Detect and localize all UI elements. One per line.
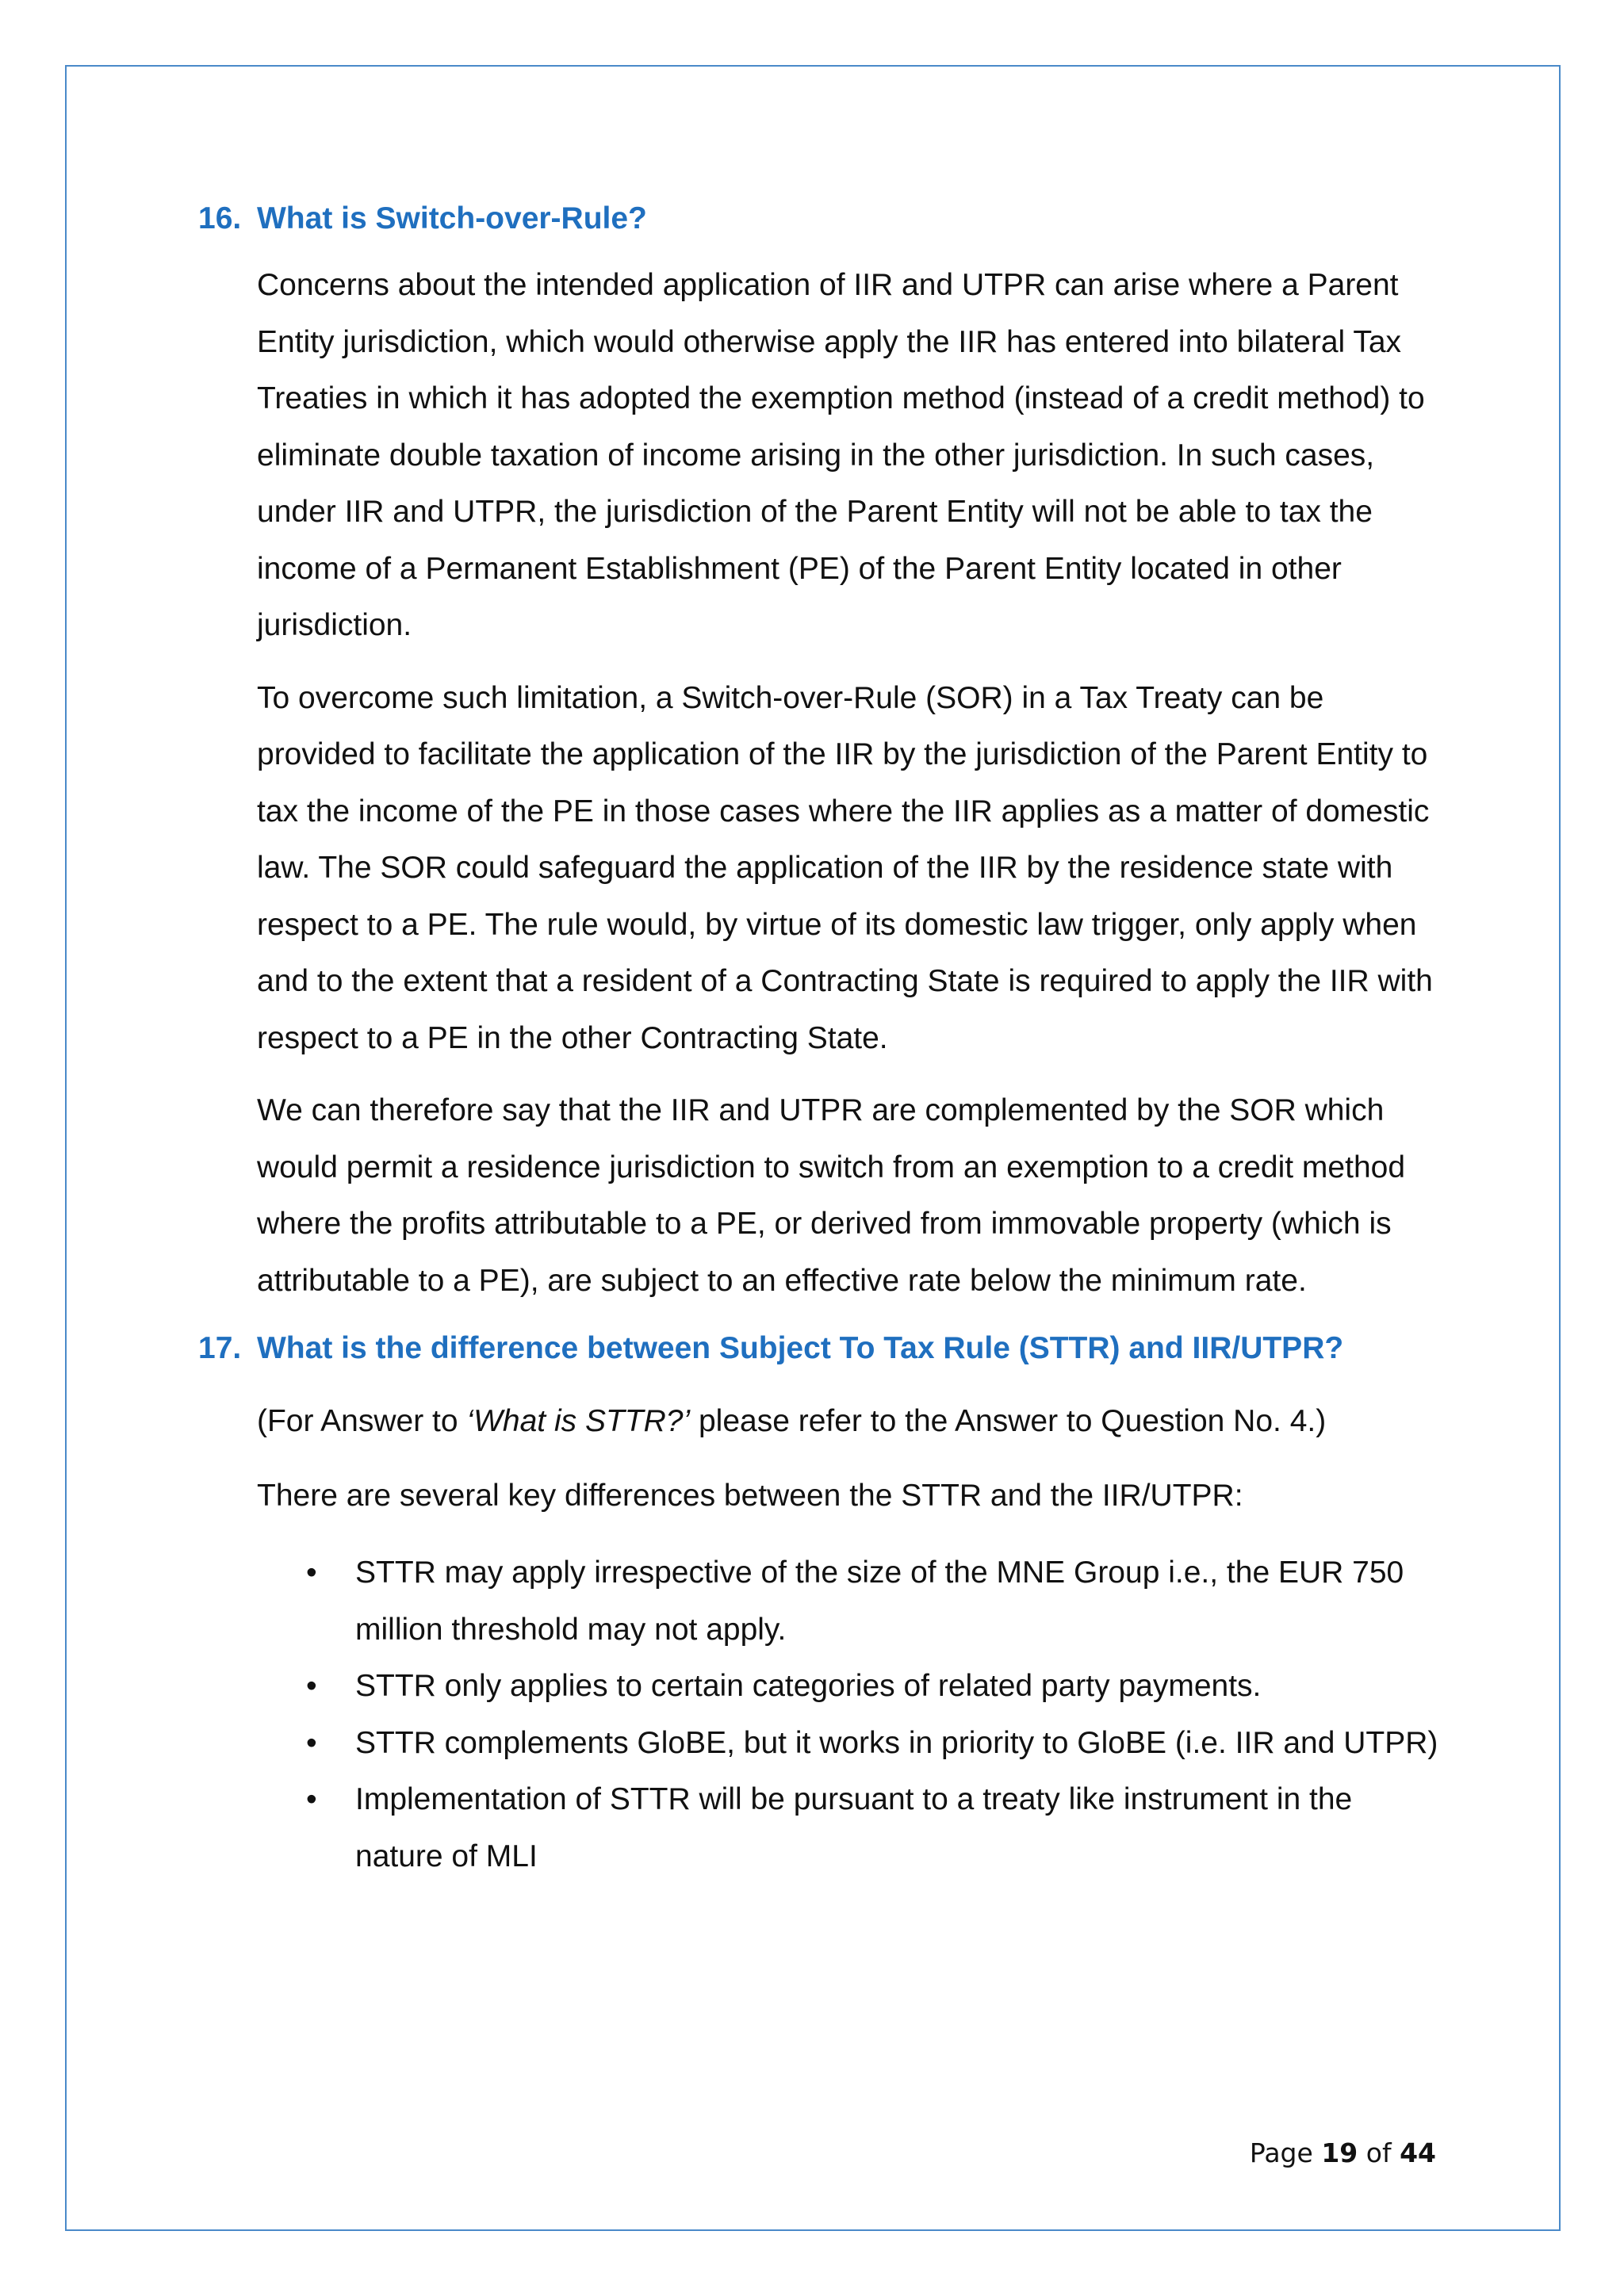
question-17-title: What is the difference between Subject To Tax Rule (STTR) and IIR/UTPR? bbox=[257, 1331, 1344, 1365]
answer-ref-suffix: please refer to the Answer to Question No. 4.) bbox=[690, 1404, 1327, 1438]
differences-list bbox=[198, 1544, 1443, 1885]
list-item bbox=[257, 1771, 1443, 1885]
question-16-paragraph-2: To overcome such limitation, a Switch-over-Rule (SOR) in a Tax Treaty can be provided to facilitate the application of the IIR by the jurisdiction of the Parent Entity to tax the income of the PE in those cases where the IIR applies as a matter of domestic law. The SOR could safeguard the application of the IIR by the residence state with respect to a PE. The rule would, by virtue of its domestic law trigger, only apply when and to the extent that a resident of a Contracting State is required to apply the IIR with respect to a PE in the other Contracting State. bbox=[257, 680, 1433, 1055]
list-item bbox=[257, 1658, 1443, 1715]
question-16-paragraph-1: Concerns about the intended application of IIR and UTPR can arise where a Parent Entity jurisdiction, which would otherwise apply the IIR has entered into bilateral Tax Treaties in which it has adopted the exemption method (instead of a credit method) to eliminate double taxation of income arising in the other jurisdiction. In such cases, under IIR and UTPR, the jurisdiction of the Parent Entity will not be able to tax the income of a Permanent Establishment (PE) of the Parent Entity located in other jurisdiction. bbox=[257, 268, 1425, 642]
current-page: 19 bbox=[1321, 2137, 1358, 2168]
page-content bbox=[198, 190, 1443, 1885]
bullet-icon: • bbox=[306, 1556, 317, 1590]
question-17-answer-reference bbox=[257, 1393, 1443, 1450]
bullet-icon: • bbox=[306, 1669, 317, 1703]
question-16-title: What is Switch-over-Rule? bbox=[257, 201, 647, 235]
question-17-heading bbox=[198, 1320, 1443, 1377]
bullet-icon: • bbox=[306, 1782, 317, 1816]
answer-ref-prefix: (For Answer to bbox=[257, 1404, 467, 1438]
question-16-heading bbox=[198, 190, 1443, 247]
question-16-paragraph-3: We can therefore say that the IIR and UTPR are complemented by the SOR which would permit a residence jurisdiction to switch from an exemption to a credit method where the profits attributable to a PE, or derived from immovable property (which is attributable to a PE), are subject to an effective rate below the minimum rate. bbox=[257, 1093, 1406, 1298]
list-item-text: STTR complements GloBE, but it works in priority to GloBE (i.e. IIR and UTPR) bbox=[355, 1725, 1438, 1760]
list-item bbox=[257, 1715, 1443, 1772]
list-item-text: Implementation of STTR will be pursuant to a treaty like instrument in the nature of MLI bbox=[355, 1782, 1353, 1873]
bullet-icon: • bbox=[306, 1725, 317, 1760]
question-17-intro: There are several key differences between the STTR and the IIR/UTPR: bbox=[257, 1478, 1243, 1513]
page-label: Page bbox=[1249, 2137, 1313, 2168]
list-item-text: STTR only applies to certain categories of related party payments. bbox=[355, 1669, 1262, 1703]
list-item-text: STTR may apply irrespective of the size of the MNE Group i.e., the EUR 750 million threshold may not apply. bbox=[355, 1556, 1404, 1647]
answer-ref-italic: ‘What is STTR?’ bbox=[466, 1404, 691, 1438]
list-item bbox=[257, 1544, 1443, 1658]
of-label: of bbox=[1365, 2137, 1392, 2168]
question-17-number: 17. bbox=[198, 1331, 242, 1365]
page-number-footer bbox=[1250, 2137, 1436, 2168]
total-pages: 44 bbox=[1400, 2137, 1436, 2168]
question-16-number: 16. bbox=[198, 201, 242, 235]
